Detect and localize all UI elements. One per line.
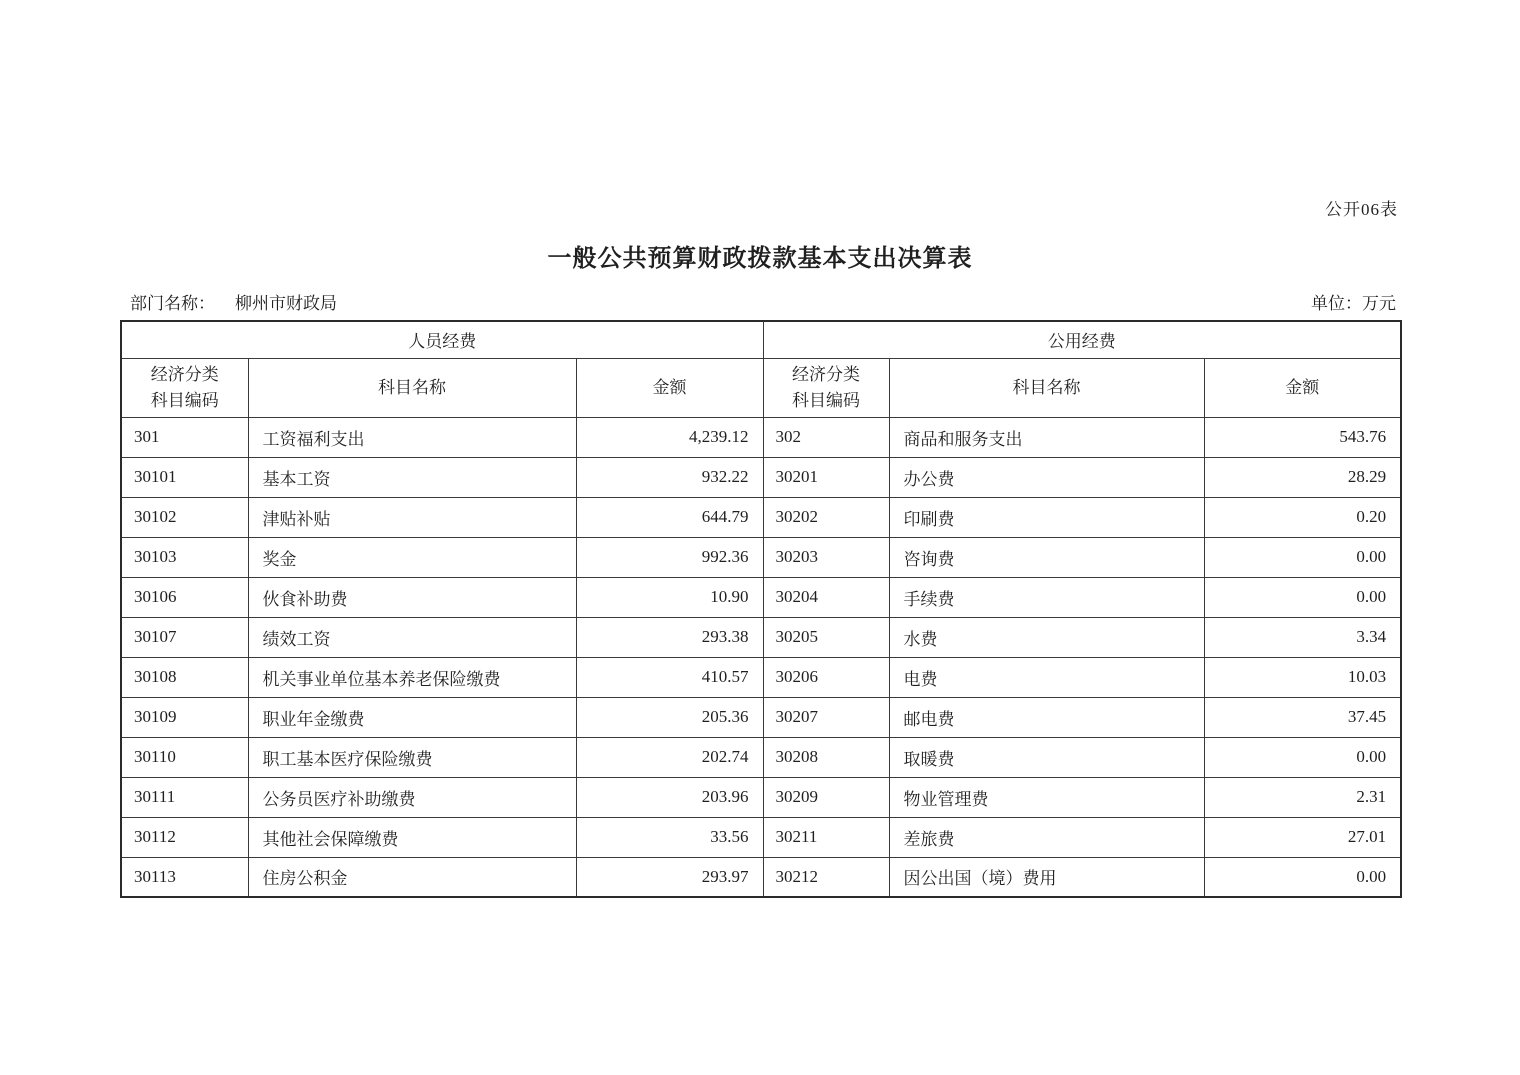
- public-amount-cell: 0.20: [1204, 497, 1401, 537]
- personnel-amount-column-header: 金额: [576, 358, 763, 417]
- personnel-amount-cell: 992.36: [576, 537, 763, 577]
- public-code-cell: 30211: [763, 817, 889, 857]
- public-code-cell: 30209: [763, 777, 889, 817]
- personnel-code-cell: 30109: [121, 697, 248, 737]
- public-amount-cell: 0.00: [1204, 537, 1401, 577]
- public-name-cell: 办公费: [889, 457, 1204, 497]
- table-row: [121, 457, 1401, 497]
- personnel-code-cell: 30103: [121, 537, 248, 577]
- personnel-code-cell: 30113: [121, 857, 248, 897]
- public-amount-cell: 0.00: [1204, 737, 1401, 777]
- personnel-code-cell: 30112: [121, 817, 248, 857]
- personnel-name-cell: 住房公积金: [248, 857, 576, 897]
- table-row: [121, 537, 1401, 577]
- personnel-amount-cell: 202.74: [576, 737, 763, 777]
- form-number-label: 公开06表: [1325, 200, 1398, 219]
- public-name-cell: 取暖费: [889, 737, 1204, 777]
- personnel-amount-cell: 4,239.12: [576, 417, 763, 457]
- public-name-cell: 商品和服务支出: [889, 417, 1204, 457]
- code-header-line1: 经济分类: [792, 364, 861, 384]
- code-header-line2: 科目编码: [792, 390, 861, 410]
- personnel-code-cell: 30106: [121, 577, 248, 617]
- public-name-cell: 印刷费: [889, 497, 1204, 537]
- public-amount-cell: 28.29: [1204, 457, 1401, 497]
- personnel-name-column-header: 科目名称: [248, 358, 576, 417]
- public-name-cell: 水费: [889, 617, 1204, 657]
- public-code-cell: 30206: [763, 657, 889, 697]
- public-code-cell: 30201: [763, 457, 889, 497]
- department-label: 部门名称：: [130, 294, 215, 313]
- personnel-amount-cell: 10.90: [576, 577, 763, 617]
- table-row: [121, 817, 1401, 857]
- department-value: 柳州市财政局: [235, 294, 337, 313]
- unit-label: 单位：万元: [1311, 294, 1396, 313]
- table-row: [121, 577, 1401, 617]
- public-code-cell: 302: [763, 417, 889, 457]
- personnel-code-cell: 30107: [121, 617, 248, 657]
- table-row: [121, 657, 1401, 697]
- public-code-cell: 30202: [763, 497, 889, 537]
- public-code-cell: 30203: [763, 537, 889, 577]
- table-row: [121, 617, 1401, 657]
- personnel-name-cell: 公务员医疗补助缴费: [248, 777, 576, 817]
- public-group-header: 公用经费: [763, 321, 1401, 358]
- public-amount-cell: 0.00: [1204, 857, 1401, 897]
- code-header-line1: 经济分类: [150, 364, 219, 384]
- personnel-amount-cell: 410.57: [576, 657, 763, 697]
- public-amount-cell: 10.03: [1204, 657, 1401, 697]
- public-amount-cell: 27.01: [1204, 817, 1401, 857]
- personnel-name-cell: 基本工资: [248, 457, 576, 497]
- personnel-name-cell: 绩效工资: [248, 617, 576, 657]
- table-row: [121, 737, 1401, 777]
- public-name-cell: 物业管理费: [889, 777, 1204, 817]
- public-name-cell: 差旅费: [889, 817, 1204, 857]
- personnel-name-cell: 其他社会保障缴费: [248, 817, 576, 857]
- public-amount-cell: 2.31: [1204, 777, 1401, 817]
- personnel-group-header: 人员经费: [121, 321, 763, 358]
- public-code-cell: 30207: [763, 697, 889, 737]
- public-code-cell: 30212: [763, 857, 889, 897]
- personnel-name-cell: 职工基本医疗保险缴费: [248, 737, 576, 777]
- expenditure-table: [120, 320, 1402, 898]
- personnel-amount-cell: 293.38: [576, 617, 763, 657]
- table-row: [121, 777, 1401, 817]
- public-name-column-header: 科目名称: [889, 358, 1204, 417]
- table-row: [121, 857, 1401, 897]
- personnel-amount-cell: 33.56: [576, 817, 763, 857]
- column-header-row: [121, 358, 1401, 417]
- group-header-row: [121, 321, 1401, 358]
- table-row: [121, 697, 1401, 737]
- public-amount-cell: 3.34: [1204, 617, 1401, 657]
- public-amount-cell: 543.76: [1204, 417, 1401, 457]
- personnel-code-cell: 30108: [121, 657, 248, 697]
- code-header-line2: 科目编码: [150, 390, 219, 410]
- public-code-cell: 30208: [763, 737, 889, 777]
- public-name-cell: 因公出国（境）费用: [889, 857, 1204, 897]
- personnel-name-cell: 伙食补助费: [248, 577, 576, 617]
- personnel-code-cell: 30102: [121, 497, 248, 537]
- personnel-code-cell: 30101: [121, 457, 248, 497]
- public-name-cell: 邮电费: [889, 697, 1204, 737]
- public-name-cell: 手续费: [889, 577, 1204, 617]
- personnel-name-cell: 职业年金缴费: [248, 697, 576, 737]
- personnel-name-cell: 机关事业单位基本养老保险缴费: [248, 657, 576, 697]
- table-row: [121, 417, 1401, 457]
- meta-row: [130, 289, 1396, 314]
- public-code-column-header: [763, 358, 889, 417]
- personnel-code-column-header: [121, 358, 248, 417]
- public-amount-cell: 0.00: [1204, 577, 1401, 617]
- personnel-name-cell: 工资福利支出: [248, 417, 576, 457]
- personnel-amount-cell: 644.79: [576, 497, 763, 537]
- personnel-amount-cell: 205.36: [576, 697, 763, 737]
- public-amount-column-header: 金额: [1204, 358, 1401, 417]
- department-name: [130, 289, 337, 314]
- personnel-amount-cell: 203.96: [576, 777, 763, 817]
- page-title: 一般公共预算财政拨款基本支出决算表: [547, 246, 973, 272]
- personnel-amount-cell: 932.22: [576, 457, 763, 497]
- public-amount-cell: 37.45: [1204, 697, 1401, 737]
- personnel-name-cell: 奖金: [248, 537, 576, 577]
- personnel-code-cell: 30111: [121, 777, 248, 817]
- public-name-cell: 电费: [889, 657, 1204, 697]
- personnel-amount-cell: 293.97: [576, 857, 763, 897]
- personnel-code-cell: 301: [121, 417, 248, 457]
- public-code-cell: 30204: [763, 577, 889, 617]
- table-row: [121, 497, 1401, 537]
- public-code-cell: 30205: [763, 617, 889, 657]
- personnel-name-cell: 津贴补贴: [248, 497, 576, 537]
- public-name-cell: 咨询费: [889, 537, 1204, 577]
- personnel-code-cell: 30110: [121, 737, 248, 777]
